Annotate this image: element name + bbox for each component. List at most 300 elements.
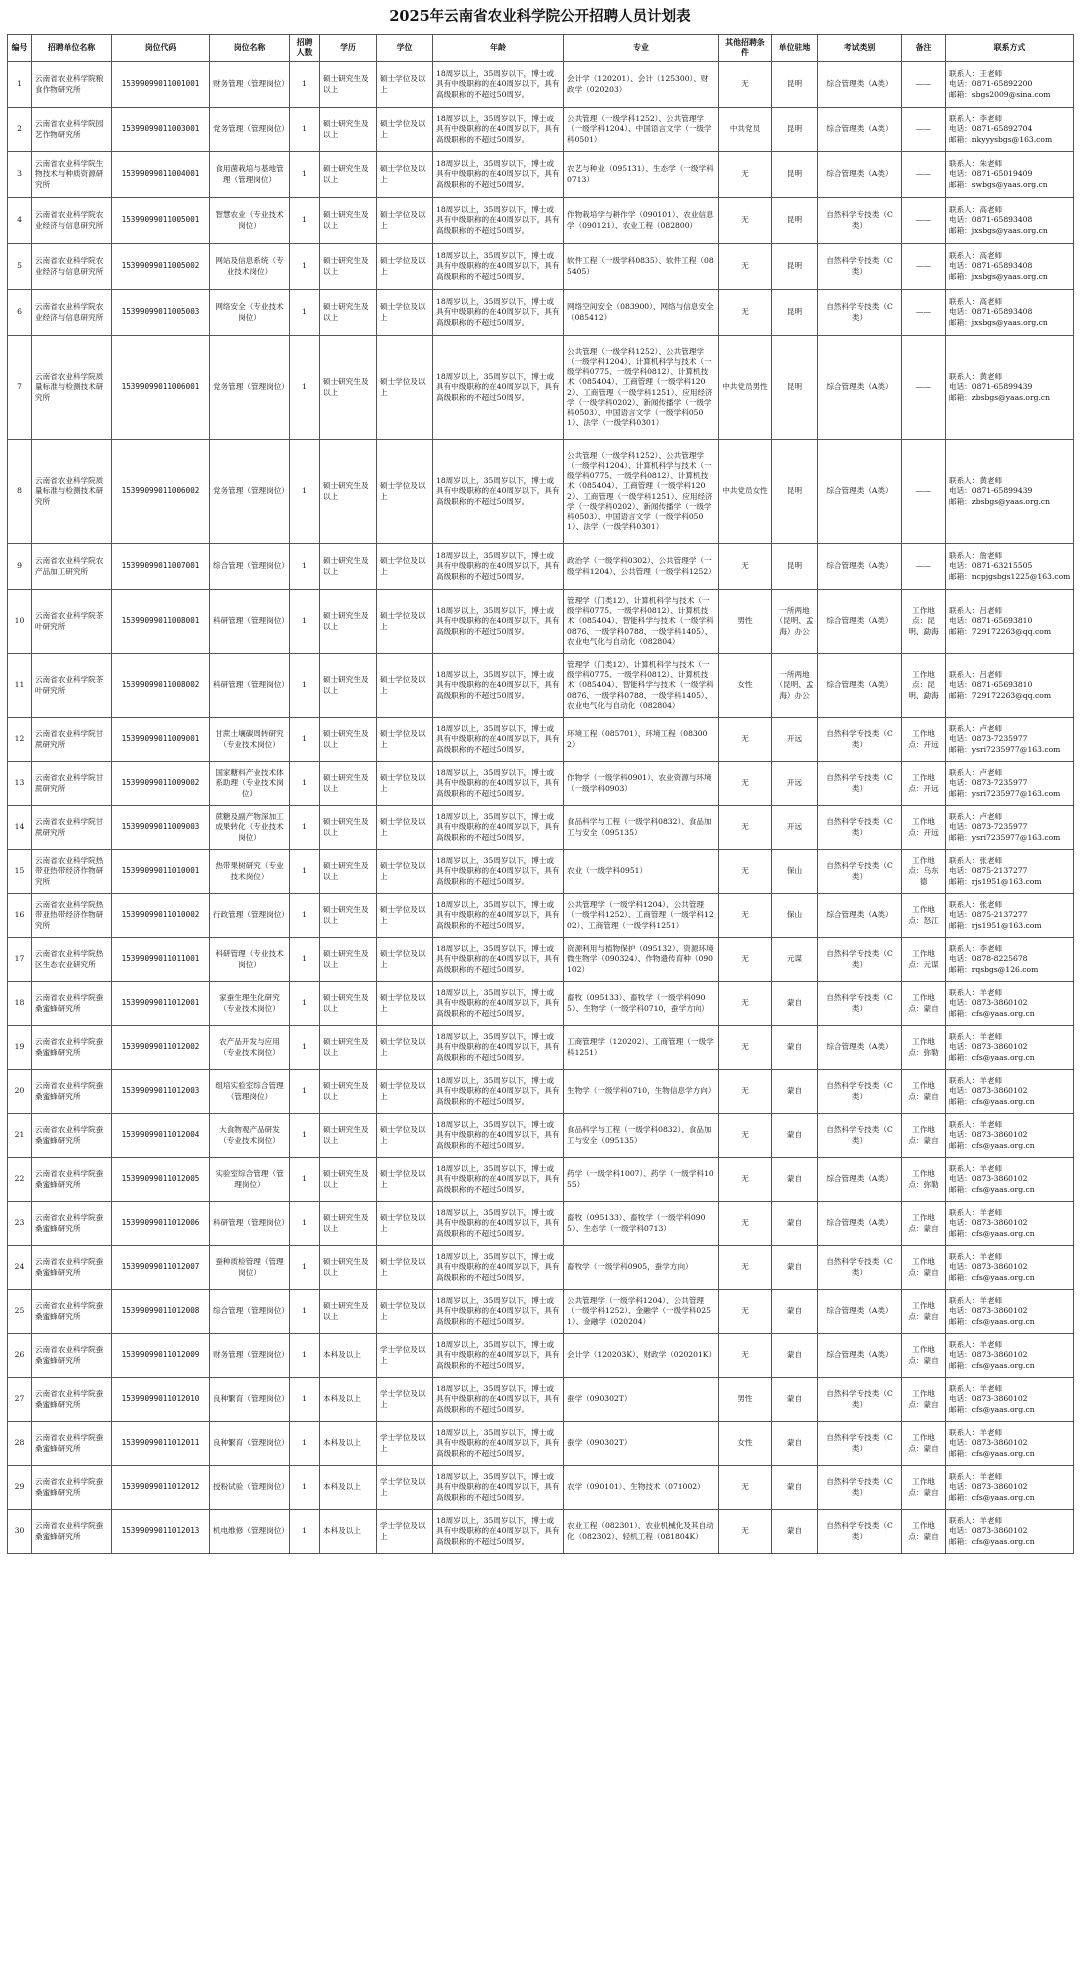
contact-email[interactable]: 邮箱：cfs@yaas.org.cn (949, 1184, 1035, 1194)
contact-email[interactable]: 邮箱：ysri7235977@163.com (949, 788, 1061, 798)
cell-unit: 云南省农业科学院热带亚热带经济作物研究所 (32, 894, 112, 938)
cell-location: 昆明 (772, 336, 818, 440)
contact-person: 联系人：吕老师 (949, 606, 1003, 616)
cell-code: 15399099011012009 (112, 1334, 210, 1378)
cell-degree: 硕士学位及以上 (377, 762, 433, 806)
cell-age: 18周岁以上，35周岁以下，博士或具有中级职称的在40周岁以下，具有高级职称的不超过50周岁。 (433, 1510, 564, 1554)
column-header: 岗位代码 (112, 35, 210, 62)
contact-email[interactable]: 邮箱：rqsbgs@126.com (949, 964, 1039, 974)
cell-no: 15 (8, 850, 32, 894)
cell-note: 工作地点：弥勒 (902, 1026, 946, 1070)
cell-location: 蒙自 (772, 1290, 818, 1334)
cell-no: 18 (8, 982, 32, 1026)
column-header: 学位 (377, 35, 433, 62)
contact-email[interactable]: 邮箱：zbsbgs@yaas.org.cn (949, 496, 1051, 506)
cell-post: 网络安全（专业技术岗位） (210, 290, 290, 336)
contact-person: 联系人：羊老师 (949, 1428, 1003, 1438)
cell-other-conditions: 无 (719, 1158, 772, 1202)
cell-post: 热带果树研究（专业技术岗位） (210, 850, 290, 894)
cell-location: 元谋 (772, 938, 818, 982)
cell-code: 15399099011012004 (112, 1114, 210, 1158)
cell-education: 硕士研究生及以上 (320, 1290, 377, 1334)
cell-note: 工作地点：蒙自 (902, 1510, 946, 1554)
contact-phone: 电话：0871-65019409 (949, 169, 1033, 179)
cell-contact (946, 762, 1074, 806)
table-row (8, 290, 1074, 336)
cell-code: 15399099011009002 (112, 762, 210, 806)
contact-email[interactable]: 邮箱：cfs@yaas.org.cn (949, 1404, 1035, 1414)
document-title: 2025年云南省农业科学院公开招聘人员计划表 (389, 8, 691, 25)
cell-contact (946, 62, 1074, 108)
cell-age: 18周岁以上，35周岁以下，博士或具有中级职称的在40周岁以下，具有高级职称的不超过50周岁。 (433, 336, 564, 440)
contact-phone: 电话：0871-65899439 (949, 382, 1033, 392)
cell-contact (946, 654, 1074, 718)
cell-no: 20 (8, 1070, 32, 1114)
cell-no: 14 (8, 806, 32, 850)
contact-person: 联系人：詹老师 (949, 551, 1003, 561)
cell-major: 食品科学与工程（一级学科0832）、食品加工与安全（095135） (564, 1114, 719, 1158)
contact-email[interactable]: 邮箱：nkyyysbgs@163.com (949, 134, 1053, 144)
cell-code: 15399099011007001 (112, 544, 210, 590)
cell-location: 一所两地（昆明、孟海）办公 (772, 590, 818, 654)
cell-code: 15399099011010002 (112, 894, 210, 938)
cell-other-conditions: 男性 (719, 1378, 772, 1422)
cell-degree: 硕士学位及以上 (377, 894, 433, 938)
cell-contact (946, 1246, 1074, 1290)
cell-no: 13 (8, 762, 32, 806)
cell-count: 1 (290, 152, 320, 198)
cell-contact (946, 108, 1074, 152)
cell-location: 蒙自 (772, 1202, 818, 1246)
table-row (8, 198, 1074, 244)
cell-major: 蚕学（090302T） (564, 1422, 719, 1466)
cell-post: 组培实验室综合管理（管理岗位） (210, 1070, 290, 1114)
contact-phone: 电话：0871-65899439 (949, 486, 1033, 496)
cell-other-conditions: 无 (719, 894, 772, 938)
contact-phone: 电话：0873-7235977 (949, 822, 1028, 832)
cell-count: 1 (290, 718, 320, 762)
cell-other-conditions: 无 (719, 244, 772, 290)
cell-unit: 云南省农业科学院茶叶研究所 (32, 590, 112, 654)
cell-post: 食用菌栽培与基地管理（管理岗位） (210, 152, 290, 198)
contact-phone: 电话：0873-3860102 (949, 1174, 1028, 1184)
cell-post: 良种繁育（管理岗位） (210, 1422, 290, 1466)
cell-education: 硕士研究生及以上 (320, 290, 377, 336)
contact-email[interactable]: 邮箱：cfs@yaas.org.cn (949, 1052, 1035, 1062)
cell-degree: 硕士学位及以上 (377, 198, 433, 244)
cell-unit: 云南省农业科学院蚕桑蜜蜂研究所 (32, 1246, 112, 1290)
cell-count: 1 (290, 290, 320, 336)
cell-no: 25 (8, 1290, 32, 1334)
column-header: 编号 (8, 35, 32, 62)
cell-major: 公共管理学（一级学科1204）、公共管理（一级学科1252）、工商管理（一级学科1202）、工商管理（一级学科1251） (564, 894, 719, 938)
contact-email[interactable]: 邮箱：cfs@yaas.org.cn (949, 1316, 1035, 1326)
table-row (8, 108, 1074, 152)
column-header: 年龄 (433, 35, 564, 62)
cell-other-conditions: 女性 (719, 1422, 772, 1466)
cell-education: 硕士研究生及以上 (320, 938, 377, 982)
cell-post: 科研管理（管理岗位） (210, 590, 290, 654)
cell-location: 蒙自 (772, 1070, 818, 1114)
cell-exam-type: 综合管理类（A类） (818, 654, 902, 718)
cell-location: 开远 (772, 806, 818, 850)
cell-note: —— (902, 544, 946, 590)
cell-age: 18周岁以上，35周岁以下，博士或具有中级职称的在40周岁以下，具有高级职称的不超过50周岁。 (433, 1114, 564, 1158)
cell-post: 智慧农业（专业技术岗位） (210, 198, 290, 244)
cell-post: 良种繁育（管理岗位） (210, 1378, 290, 1422)
cell-education: 硕士研究生及以上 (320, 244, 377, 290)
cell-other-conditions: 中共党员女性 (719, 440, 772, 544)
cell-other-conditions: 男性 (719, 590, 772, 654)
cell-exam-type: 自然科学专技类（C类） (818, 290, 902, 336)
contact-phone: 电话：0873-3860102 (949, 1262, 1028, 1272)
cell-degree: 硕士学位及以上 (377, 1070, 433, 1114)
cell-contact (946, 1334, 1074, 1378)
cell-no: 22 (8, 1158, 32, 1202)
table-row (8, 1422, 1074, 1466)
cell-major: 工商管理学（120202）、工商管理（一级学科1251） (564, 1026, 719, 1070)
cell-education: 硕士研究生及以上 (320, 894, 377, 938)
cell-contact (946, 244, 1074, 290)
cell-code: 15399099011012002 (112, 1026, 210, 1070)
cell-code: 15399099011011001 (112, 938, 210, 982)
table-row (8, 850, 1074, 894)
contact-email[interactable]: 邮箱：cfs@yaas.org.cn (949, 1096, 1035, 1106)
table-row (8, 1290, 1074, 1334)
table-row (8, 590, 1074, 654)
cell-location: 昆明 (772, 244, 818, 290)
cell-education: 硕士研究生及以上 (320, 718, 377, 762)
contact-phone: 电话：0873-3860102 (949, 1130, 1028, 1140)
cell-note: 工作地点：蒙自 (902, 1246, 946, 1290)
table-row (8, 1202, 1074, 1246)
cell-note: —— (902, 440, 946, 544)
cell-major: 软件工程（一级学科0835）、软件工程（085405） (564, 244, 719, 290)
contact-person: 联系人：羊老师 (949, 1076, 1003, 1086)
cell-location: 昆明 (772, 152, 818, 198)
cell-other-conditions: 无 (719, 806, 772, 850)
cell-no: 24 (8, 1246, 32, 1290)
cell-age: 18周岁以上，35周岁以下，博士或具有中级职称的在40周岁以下，具有高级职称的不超过50周岁。 (433, 244, 564, 290)
contact-email[interactable]: 邮箱：cfs@yaas.org.cn (949, 1448, 1035, 1458)
cell-age: 18周岁以上，35周岁以下，博士或具有中级职称的在40周岁以下，具有高级职称的不超过50周岁。 (433, 152, 564, 198)
cell-code: 15399099011009001 (112, 718, 210, 762)
cell-code: 15399099011005001 (112, 198, 210, 244)
cell-other-conditions: 无 (719, 1510, 772, 1554)
cell-exam-type: 自然科学专技类（C类） (818, 718, 902, 762)
contact-email[interactable]: 邮箱：729172263@qq.com (949, 690, 1052, 700)
column-header: 联系方式 (946, 35, 1074, 62)
contact-phone: 电话：0873-3860102 (949, 1394, 1028, 1404)
contact-phone: 电话：0873-3860102 (949, 1218, 1028, 1228)
cell-no: 8 (8, 440, 32, 544)
contact-phone: 电话：0871-65693810 (949, 680, 1033, 690)
cell-count: 1 (290, 806, 320, 850)
cell-post: 蔗糖及副产物深加工成果转化（专业技术岗位） (210, 806, 290, 850)
cell-other-conditions: 中共党员男性 (719, 336, 772, 440)
contact-email[interactable]: 邮箱：ncpjgsbgs1225@163.com (949, 571, 1071, 581)
table-row (8, 336, 1074, 440)
cell-note: 工作地点：昆明、勐海 (902, 590, 946, 654)
cell-note: 工作地点：蒙自 (902, 1378, 946, 1422)
contact-person: 联系人：羊老师 (949, 1120, 1003, 1130)
cell-note: 工作地点：开远 (902, 762, 946, 806)
table-row (8, 244, 1074, 290)
cell-post: 网站及信息系统（专业技术岗位） (210, 244, 290, 290)
contact-email[interactable]: 邮箱：zbsbgs@yaas.org.cn (949, 392, 1051, 402)
cell-other-conditions: 无 (719, 1202, 772, 1246)
cell-note: —— (902, 198, 946, 244)
contact-email[interactable]: 邮箱：cfs@yaas.org.cn (949, 1140, 1035, 1150)
cell-contact (946, 982, 1074, 1026)
cell-unit: 云南省农业科学院农业经济与信息研究所 (32, 198, 112, 244)
cell-count: 1 (290, 1378, 320, 1422)
contact-email[interactable]: 邮箱：cfs@yaas.org.cn (949, 1008, 1035, 1018)
cell-code: 15399099011012001 (112, 982, 210, 1026)
cell-post: 国家糖料产业技术体系助理（专业技术岗位） (210, 762, 290, 806)
cell-education: 硕士研究生及以上 (320, 654, 377, 718)
cell-age: 18周岁以上，35周岁以下，博士或具有中级职称的在40周岁以下，具有高级职称的不超过50周岁。 (433, 982, 564, 1026)
contact-email[interactable]: 邮箱：jxsbgs@yaas.org.cn (949, 225, 1048, 235)
cell-post: 党务管理（管理岗位） (210, 440, 290, 544)
cell-location: 一所两地（昆明、孟海）办公 (772, 654, 818, 718)
contact-phone: 电话：0871-65893408 (949, 261, 1033, 271)
cell-no: 3 (8, 152, 32, 198)
cell-exam-type: 自然科学专技类（C类） (818, 1246, 902, 1290)
cell-count: 1 (290, 1422, 320, 1466)
cell-education: 硕士研究生及以上 (320, 336, 377, 440)
cell-no: 11 (8, 654, 32, 718)
cell-age: 18周岁以上，35周岁以下，博士或具有中级职称的在40周岁以下，具有高级职称的不超过50周岁。 (433, 1246, 564, 1290)
cell-count: 1 (290, 440, 320, 544)
contact-person: 联系人：李老师 (949, 114, 1003, 124)
cell-note: —— (902, 152, 946, 198)
contact-person: 联系人：羊老师 (949, 1252, 1003, 1262)
cell-education: 硕士研究生及以上 (320, 62, 377, 108)
cell-count: 1 (290, 198, 320, 244)
cell-exam-type: 自然科学专技类（C类） (818, 1466, 902, 1510)
cell-other-conditions: 女性 (719, 654, 772, 718)
cell-note: 工作地点：昆明、勐海 (902, 654, 946, 718)
cell-degree: 学士学位及以上 (377, 1422, 433, 1466)
cell-other-conditions: 无 (719, 850, 772, 894)
cell-count: 1 (290, 982, 320, 1026)
cell-exam-type: 自然科学专技类（C类） (818, 850, 902, 894)
contact-email[interactable]: 邮箱：cfs@yaas.org.cn (949, 1228, 1035, 1238)
cell-major: 农业（一级学科0951） (564, 850, 719, 894)
contact-email[interactable]: 邮箱：cfs@yaas.org.cn (949, 1360, 1035, 1370)
cell-exam-type: 综合管理类（A类） (818, 1158, 902, 1202)
cell-location: 昆明 (772, 198, 818, 244)
cell-age: 18周岁以上，35周岁以下，博士或具有中级职称的在40周岁以下，具有高级职称的不超过50周岁。 (433, 654, 564, 718)
cell-post: 财务管理（管理岗位） (210, 1334, 290, 1378)
table-row (8, 718, 1074, 762)
cell-unit: 云南省农业科学院质量标准与检测技术研究所 (32, 440, 112, 544)
cell-count: 1 (290, 1466, 320, 1510)
cell-contact (946, 1158, 1074, 1202)
cell-post: 科研管理（专业技术岗位） (210, 938, 290, 982)
cell-no: 30 (8, 1510, 32, 1554)
cell-location: 蒙自 (772, 1466, 818, 1510)
cell-count: 1 (290, 244, 320, 290)
cell-location: 蒙自 (772, 982, 818, 1026)
cell-education: 硕士研究生及以上 (320, 1026, 377, 1070)
cell-note: 工作地点：蒙自 (902, 1422, 946, 1466)
cell-note: 工作地点：蒙自 (902, 982, 946, 1026)
contact-person: 联系人：卢老师 (949, 768, 1003, 778)
cell-code: 15399099011012010 (112, 1378, 210, 1422)
cell-contact (946, 806, 1074, 850)
cell-exam-type: 综合管理类（A类） (818, 590, 902, 654)
table-header (8, 35, 1074, 62)
contact-phone: 电话：0873-3860102 (949, 1438, 1028, 1448)
contact-email[interactable]: 邮箱：jxsbgs@yaas.org.cn (949, 317, 1048, 327)
contact-email[interactable]: 邮箱：ysri7235977@163.com (949, 832, 1061, 842)
cell-count: 1 (290, 1026, 320, 1070)
cell-note: 工作地点：怒江 (902, 894, 946, 938)
cell-unit: 云南省农业科学院农业经济与信息研究所 (32, 244, 112, 290)
cell-count: 1 (290, 1114, 320, 1158)
cell-unit: 云南省农业科学院生物技术与种质资源研究所 (32, 152, 112, 198)
cell-no: 5 (8, 244, 32, 290)
table-row (8, 654, 1074, 718)
cell-other-conditions: 无 (719, 1114, 772, 1158)
cell-contact (946, 894, 1074, 938)
cell-other-conditions: 无 (719, 152, 772, 198)
cell-location: 蒙自 (772, 1422, 818, 1466)
table-row (8, 1466, 1074, 1510)
contact-email[interactable]: 邮箱：rjs1951@163.com (949, 876, 1042, 886)
cell-major: 管理学（门类12）、计算机科学与技术（一级学科0775、一级学科0812）、计算机技术（085404）、智能科学与技术（一级学科0876、一级学科0788、一级学科1405）、农业电气化与自动化（082804） (564, 654, 719, 718)
cell-other-conditions: 无 (719, 1070, 772, 1114)
contact-email[interactable]: 邮箱：rjs1951@163.com (949, 920, 1042, 930)
contact-person: 联系人：黄老师 (949, 372, 1003, 382)
column-header: 招聘人数 (290, 35, 320, 62)
column-header: 招聘单位名称 (32, 35, 112, 62)
cell-note: 工作地点：元谋 (902, 938, 946, 982)
contact-person: 联系人：李老师 (949, 944, 1003, 954)
cell-degree: 硕士学位及以上 (377, 938, 433, 982)
cell-age: 18周岁以上，35周岁以下，博士或具有中级职称的在40周岁以下，具有高级职称的不超过50周岁。 (433, 1290, 564, 1334)
cell-code: 15399099011012013 (112, 1510, 210, 1554)
cell-degree: 硕士学位及以上 (377, 290, 433, 336)
contact-phone: 电话：0871-65893408 (949, 307, 1033, 317)
cell-note: 工作地点：弥勒 (902, 1158, 946, 1202)
cell-exam-type: 自然科学专技类（C类） (818, 806, 902, 850)
cell-degree: 硕士学位及以上 (377, 1026, 433, 1070)
cell-exam-type: 综合管理类（A类） (818, 1026, 902, 1070)
cell-count: 1 (290, 544, 320, 590)
contact-person: 联系人：羊老师 (949, 988, 1003, 998)
cell-no: 26 (8, 1334, 32, 1378)
cell-unit: 云南省农业科学院农业经济与信息研究所 (32, 290, 112, 336)
cell-degree: 硕士学位及以上 (377, 62, 433, 108)
contact-email[interactable]: 邮箱：cfs@yaas.org.cn (949, 1536, 1035, 1546)
contact-person: 联系人：朱老师 (949, 159, 1003, 169)
cell-no: 7 (8, 336, 32, 440)
cell-age: 18周岁以上，35周岁以下，博士或具有中级职称的在40周岁以下，具有高级职称的不超过50周岁。 (433, 762, 564, 806)
contact-phone: 电话：0873-3860102 (949, 1526, 1028, 1536)
contact-email[interactable]: 邮箱：sbgs2009@sina.com (949, 89, 1051, 99)
cell-major: 畜牧（095133）、畜牧学（一级学科0905）、生物学（一级学科0710，蚕学方向） (564, 982, 719, 1026)
cell-exam-type: 综合管理类（A类） (818, 544, 902, 590)
cell-no: 2 (8, 108, 32, 152)
cell-age: 18周岁以上，35周岁以下，博士或具有中级职称的在40周岁以下，具有高级职称的不超过50周岁。 (433, 1202, 564, 1246)
table-row (8, 938, 1074, 982)
cell-major: 公共管理（一级学科1252）、公共管理学（一级学科1204）、计算机科学与技术（一级学科0775、一级学科0812）、计算机技术（085404）、工商管理（一级学科1202）、工商管理（一级学科1251）、应用经济学（一级学科0202）、新闻传播学（一级学科0503）、中国语言文学（一级学科0501）、法学（一级学科0301） (564, 336, 719, 440)
cell-no: 17 (8, 938, 32, 982)
cell-count: 1 (290, 1202, 320, 1246)
cell-contact (946, 1466, 1074, 1510)
cell-other-conditions: 无 (719, 62, 772, 108)
cell-post: 科研管理（管理岗位） (210, 654, 290, 718)
contact-phone: 电话：0873-7235977 (949, 734, 1028, 744)
contact-person: 联系人：羊老师 (949, 1032, 1003, 1042)
contact-email[interactable]: 邮箱：729172263@qq.com (949, 626, 1052, 636)
contact-email[interactable]: 邮箱：cfs@yaas.org.cn (949, 1492, 1035, 1502)
cell-other-conditions: 无 (719, 1246, 772, 1290)
cell-exam-type: 自然科学专技类（C类） (818, 244, 902, 290)
contact-email[interactable]: 邮箱：jxsbgs@yaas.org.cn (949, 271, 1048, 281)
cell-age: 18周岁以上，35周岁以下，博士或具有中级职称的在40周岁以下，具有高级职称的不超过50周岁。 (433, 590, 564, 654)
cell-unit: 云南省农业科学院粮食作物研究所 (32, 62, 112, 108)
cell-major: 作物栽培学与耕作学（090101）、农业信息学（090121）、农业工程（082800） (564, 198, 719, 244)
cell-other-conditions: 无 (719, 1290, 772, 1334)
contact-email[interactable]: 邮箱：cfs@yaas.org.cn (949, 1272, 1035, 1282)
table-row (8, 152, 1074, 198)
cell-other-conditions: 无 (719, 1334, 772, 1378)
cell-exam-type: 综合管理类（A类） (818, 336, 902, 440)
cell-note: 工作地点：蒙自 (902, 1466, 946, 1510)
cell-exam-type: 综合管理类（A类） (818, 440, 902, 544)
cell-exam-type: 综合管理类（A类） (818, 1290, 902, 1334)
cell-contact (946, 1378, 1074, 1422)
cell-post: 家蚕生理生化研究（专业技术岗位） (210, 982, 290, 1026)
cell-location: 昆明 (772, 108, 818, 152)
cell-education: 硕士研究生及以上 (320, 806, 377, 850)
table-row (8, 1334, 1074, 1378)
contact-email[interactable]: 邮箱：ysri7235977@163.com (949, 744, 1061, 754)
cell-exam-type: 自然科学专技类（C类） (818, 982, 902, 1026)
cell-post: 农产品开发与应用（专业技术岗位） (210, 1026, 290, 1070)
cell-major: 农艺与种业（095131）、生态学（一级学科0713） (564, 152, 719, 198)
cell-exam-type: 自然科学专技类（C类） (818, 1378, 902, 1422)
cell-exam-type: 综合管理类（A类） (818, 1334, 902, 1378)
table-row (8, 982, 1074, 1026)
cell-major: 管理学（门类12）、计算机科学与技术（一级学科0775、一级学科0812）、计算机技术（085404）、智能科学与技术（一级学科0876、一级学科0788、一级学科1405）、农业电气化与自动化（082804） (564, 590, 719, 654)
cell-location: 蒙自 (772, 1158, 818, 1202)
cell-unit: 云南省农业科学院甘蔗研究所 (32, 718, 112, 762)
contact-person: 联系人：羊老师 (949, 1208, 1003, 1218)
contact-phone: 电话：0873-3860102 (949, 998, 1028, 1008)
cell-age: 18周岁以上，35周岁以下，博士或具有中级职称的在40周岁以下，具有高级职称的不超过50周岁。 (433, 198, 564, 244)
cell-degree: 学士学位及以上 (377, 1510, 433, 1554)
cell-other-conditions: 中共党员 (719, 108, 772, 152)
contact-email[interactable]: 邮箱：swbgs@yaas.org.cn (949, 179, 1048, 189)
contact-phone: 电话：0871-65892704 (949, 124, 1033, 134)
contact-person: 联系人：高老师 (949, 251, 1003, 261)
contact-person: 联系人：黄老师 (949, 476, 1003, 486)
cell-degree: 硕士学位及以上 (377, 244, 433, 290)
table-row (8, 1378, 1074, 1422)
cell-no: 28 (8, 1422, 32, 1466)
cell-note: —— (902, 290, 946, 336)
cell-no: 21 (8, 1114, 32, 1158)
table-row (8, 894, 1074, 938)
contact-person: 联系人：羊老师 (949, 1472, 1003, 1482)
cell-unit: 云南省农业科学院蚕桑蜜蜂研究所 (32, 982, 112, 1026)
table-row (8, 62, 1074, 108)
